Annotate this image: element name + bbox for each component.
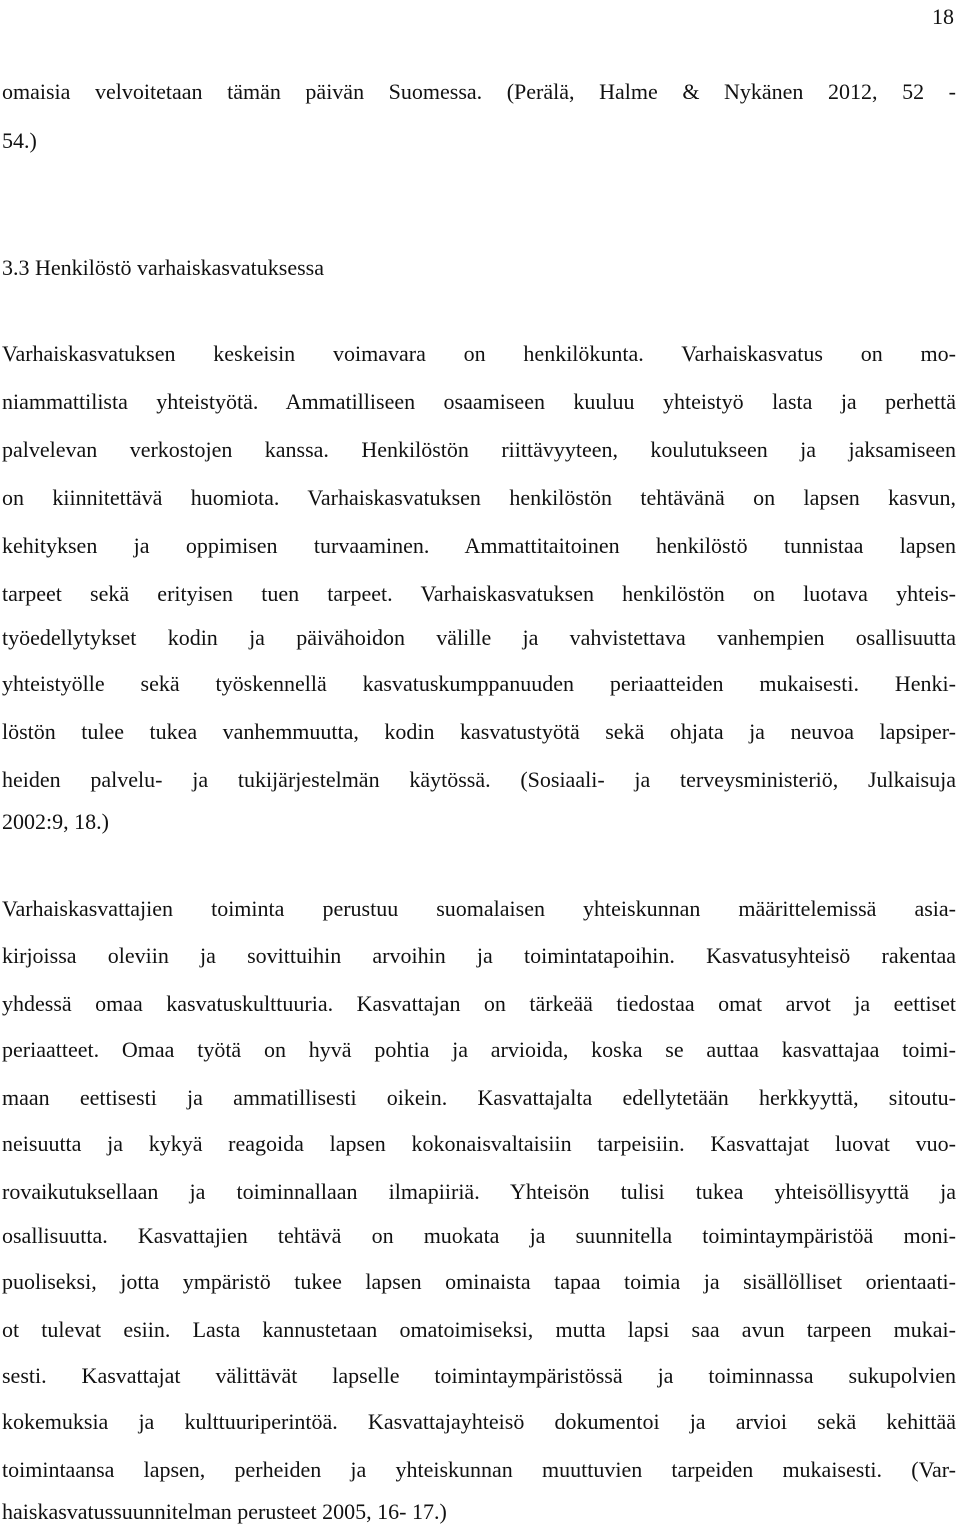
paragraph-line: löstön tulee tukea vanhemmuutta, kodin kasvatustyötä sekä ohjata ja neuvoa lapsiper- (2, 719, 956, 744)
section-heading: 3.3 Henkilöstö varhaiskasvatuksessa (2, 255, 324, 280)
paragraph-line: heiden palvelu- ja tukijärjestelmän käytössä. (Sosiaali- ja terveysministeriö, Julkaisuja (2, 767, 956, 792)
continuation-line: omaisia velvoitetaan tämän päivän Suomessa. (Perälä, Halme & Nykänen 2012, 52 - (2, 79, 956, 104)
paragraph-line: Varhaiskasvattajien toiminta perustuu suomalaisen yhteiskunnan määrittelemissä asia- (2, 896, 956, 921)
paragraph-line: puoliseksi, jotta ympäristö tukee lapsen ominaista tapaa toimia ja sisällölliset orientaati- (2, 1269, 956, 1294)
paragraph-line: sesti. Kasvattajat välittävät lapselle toimintaympäristössä ja toiminnassa sukupolvien (2, 1363, 956, 1388)
paragraph-line: yhdessä omaa kasvatuskulttuuria. Kasvattajan on tärkeää tiedostaa omat arvot ja eettiset (2, 991, 956, 1016)
paragraph-line: kirjoissa oleviin ja sovittuihin arvoihin ja toimintatapoihin. Kasvatusyhteisö rakentaa (2, 943, 956, 968)
paragraph-line: palvelevan verkostojen kanssa. Henkilöstön riittävyyteen, koulutukseen ja jaksamiseen (2, 437, 956, 462)
paragraph-line: kokemuksia ja kulttuuriperintöä. Kasvattajayhteisö dokumentoi ja arvioi sekä kehittää (2, 1409, 956, 1434)
continuation-line: 54.) (2, 128, 37, 153)
paragraph-line: on kiinnitettävä huomiota. Varhaiskasvatuksen henkilöstön tehtävänä on lapsen kasvun, (2, 485, 956, 510)
paragraph-line: toimintaansa lapsen, perheiden ja yhteiskunnan muuttuvien tarpeiden mukaisesti. (Var- (2, 1457, 956, 1482)
paragraph-line: Varhaiskasvatuksen keskeisin voimavara on henkilökunta. Varhaiskasvatus on mo- (2, 341, 956, 366)
paragraph-line: 2002:9, 18.) (2, 809, 109, 834)
paragraph-line: osallisuutta. Kasvattajien tehtävä on muokata ja suunnitella toimintaympäristöä moni- (2, 1223, 956, 1248)
paragraph-line: periaatteet. Omaa työtä on hyvä pohtia ja arvioida, koska se auttaa kasvattajaa toimi- (2, 1037, 956, 1062)
paragraph-line: neisuutta ja kykyä reagoida lapsen kokonaisvaltaisiin tarpeisiin. Kasvattajat luovat vuo- (2, 1131, 956, 1156)
paragraph-line: yhteistyölle sekä työskennellä kasvatuskumppanuuden periaatteiden mukaisesti. Henki- (2, 671, 956, 696)
paragraph-line: työedellytykset kodin ja päivähoidon välille ja vahvistettava vanhempien osallisuutta (2, 625, 956, 650)
paragraph-line: rovaikutuksellaan ja toiminnallaan ilmapiiriä. Yhteisön tulisi tukea yhteisöllisyyttä ja (2, 1179, 956, 1204)
paragraph-line: niammattilista yhteistyötä. Ammatilliseen osaamiseen kuuluu yhteistyö lasta ja perhettä (2, 389, 956, 414)
paragraph-line: kehityksen ja oppimisen turvaaminen. Ammattitaitoinen henkilöstö tunnistaa lapsen (2, 533, 956, 558)
paragraph-line: maan eettisesti ja ammatillisesti oikein. Kasvattajalta edellytetään herkkyyttä, sitoutu- (2, 1085, 956, 1110)
paragraph-line: tarpeet sekä erityisen tuen tarpeet. Varhaiskasvatuksen henkilöstön on luotava yhteis- (2, 581, 956, 606)
page-number: 18 (932, 4, 954, 29)
paragraph-line: ot tulevat esiin. Lasta kannustetaan omatoimiseksi, mutta lapsi saa avun tarpeen mukai- (2, 1317, 956, 1342)
paragraph-line: haiskasvatussuunnitelman perusteet 2005, 16- 17.) (2, 1499, 447, 1524)
